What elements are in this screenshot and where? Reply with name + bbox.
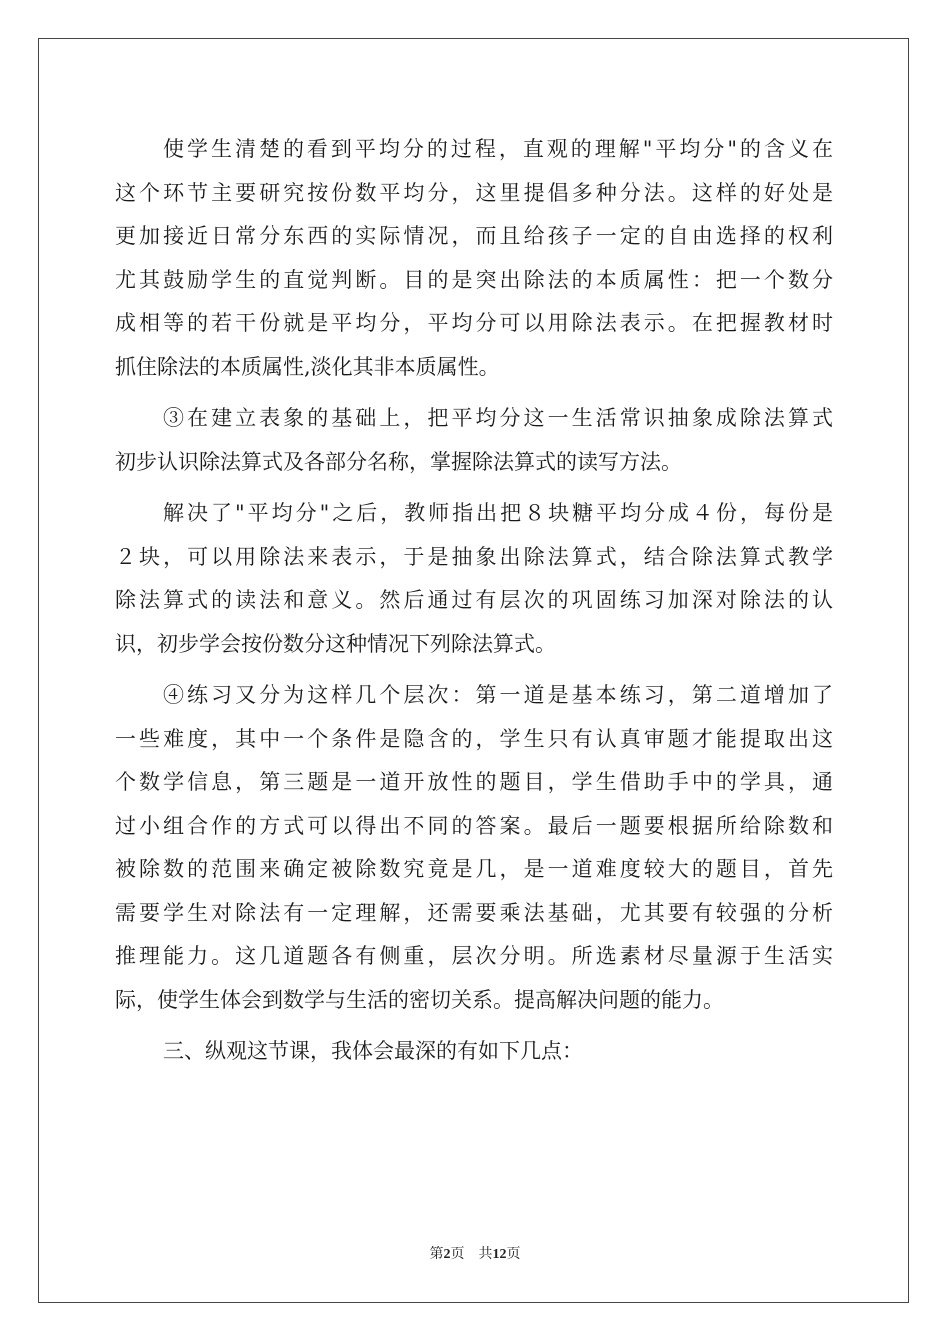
text-line: 除法算式的读法和意义。然后通过有层次的巩固练习加深对除法的认 [115,588,833,612]
text-line: 三、纵观这节课，我体会最深的有如下几点： [163,1039,583,1063]
page-footer [0,1243,950,1263]
footer-prefix: 第 [429,1247,444,1262]
text-line: 际，使学生体会到数学与生活的密切关系。提高解决问题的能力。 [115,987,724,1012]
text-line: 使学生清楚的看到平均分的过程，直观的理解"平均分"的含义在 [163,137,833,161]
footer-suffix: 页 [506,1247,521,1262]
text-line: 更加接近日常分东西的实际情况，而且给孩子一定的自由选择的权利 [115,224,833,248]
text-line: 抓住除法的本质属性,淡化其非本质属性。 [115,354,500,379]
page-number: 2 [443,1247,451,1262]
footer-mid: 页 共 [450,1247,493,1262]
text-line: ２块，可以用除法来表示，于是抽象出除法算式，结合除法算式教学 [115,544,833,569]
text-line: 尤其鼓励学生的直觉判断。目的是突出除法的本质属性：把一个数分 [115,267,833,292]
text-line: 过小组合作的方式可以得出不同的答案。最后一题要根据所给除数和 [115,813,833,838]
text-line: 识，初步学会按份数分这种情况下列除法算式。 [115,631,556,656]
text-line: 需要学生对除法有一定理解，还需要乘法基础，尤其要有较强的分析 [115,900,833,925]
text-line: ④练习又分为这样几个层次：第一道是基本练习，第二道增加了 [163,683,833,707]
document-body [115,128,833,1074]
text-line: ③在建立表象的基础上，把平均分这一生活常识抽象成除法算式 [163,406,833,430]
text-line: 解决了"平均分"之后，教师指出把８块糖平均分成４份，每份是 [163,501,833,525]
text-line: 个数学信息，第三题是一道开放性的题目，学生借助手中的学具，通 [115,770,833,794]
text-line: 成相等的若干份就是平均分，平均分可以用除法表示。在把握教材时 [115,311,833,335]
text-line: 一些难度，其中一个条件是隐含的，学生只有认真审题才能提取出这 [115,726,833,751]
text-line: 初步认识除法算式及各部分名称，掌握除法算式的读写方法。 [115,449,682,474]
text-line: 这个环节主要研究按份数平均分，这里提倡多种分法。这样的好处是 [115,180,833,205]
page-total: 12 [492,1247,507,1262]
text-line: 推理能力。这几道题各有侧重，层次分明。所选素材尽量源于生活实 [115,944,833,968]
text-line: 被除数的范围来确定被除数究竟是几，是一道难度较大的题目，首先 [115,857,833,881]
